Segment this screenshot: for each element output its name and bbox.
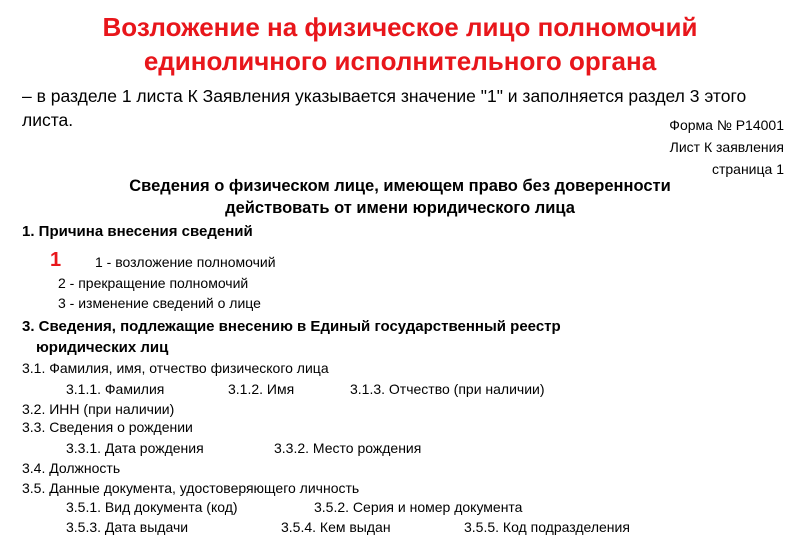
field-3-4: 3.4. Должность (22, 460, 121, 476)
field-3-5-5: 3.5.5. Код подразделения (464, 519, 630, 535)
field-3-3-2: 3.3.2. Место рождения (274, 440, 422, 456)
field-3-3-1: 3.3.1. Дата рождения (66, 440, 204, 456)
section-heading-line-2: действовать от имени юридического лица (225, 199, 575, 217)
field-3-5-3: 3.5.3. Дата выдачи (66, 519, 189, 535)
slide-title (0, 10, 800, 78)
field-3-5-1: 3.5.1. Вид документа (код) (66, 499, 238, 515)
registry-heading-line-1: 3. Сведения, подлежащие внесению в Единый государственный реестр (22, 318, 561, 335)
registry-heading-line-2: юридических лиц (36, 339, 169, 356)
field-3-3: 3.3. Сведения о рождении (22, 419, 193, 435)
reason-heading: 1. Причина внесения сведений (22, 223, 253, 240)
title-line-1: Возложение на физическое лицо полномочий (102, 12, 698, 42)
section-heading-line-1: Сведения о физическом лице, имеющем право без доверенности (129, 177, 671, 195)
field-3-2: 3.2. ИНН (при наличии) (22, 401, 175, 417)
form-page: страница 1 (711, 161, 784, 177)
form-number: Форма № Р14001 (669, 117, 784, 133)
section-heading (0, 175, 800, 219)
field-3-1-1: 3.1.1. Фамилия (66, 381, 165, 397)
form-meta (669, 114, 784, 180)
field-3-1-3: 3.1.3. Отчество (при наличии) (350, 381, 545, 397)
title-line-2: единоличного исполнительного органа (143, 46, 657, 76)
reason-option-2: 2 - прекращение полномочий (58, 275, 249, 291)
field-3-5-2: 3.5.2. Серия и номер документа (314, 499, 523, 515)
reason-option-3: 3 - изменение сведений о лице (58, 295, 261, 311)
field-3-5-4: 3.5.4. Кем выдан (281, 519, 391, 535)
selected-reason-value: 1 (50, 249, 62, 271)
intro-text: – в разделе 1 листа К Заявления указывается значение "1" и заполняется раздел 3 этого листа. (22, 86, 747, 130)
field-3-5: 3.5. Данные документа, удостоверяющего личность (22, 480, 360, 496)
field-3-1: 3.1. Фамилия, имя, отчество физического лица (22, 360, 329, 376)
form-sheet: Лист К заявления (669, 139, 784, 155)
field-3-1-2: 3.1.2. Имя (228, 381, 295, 397)
reason-option-1: 1 - возложение полномочий (95, 254, 276, 270)
